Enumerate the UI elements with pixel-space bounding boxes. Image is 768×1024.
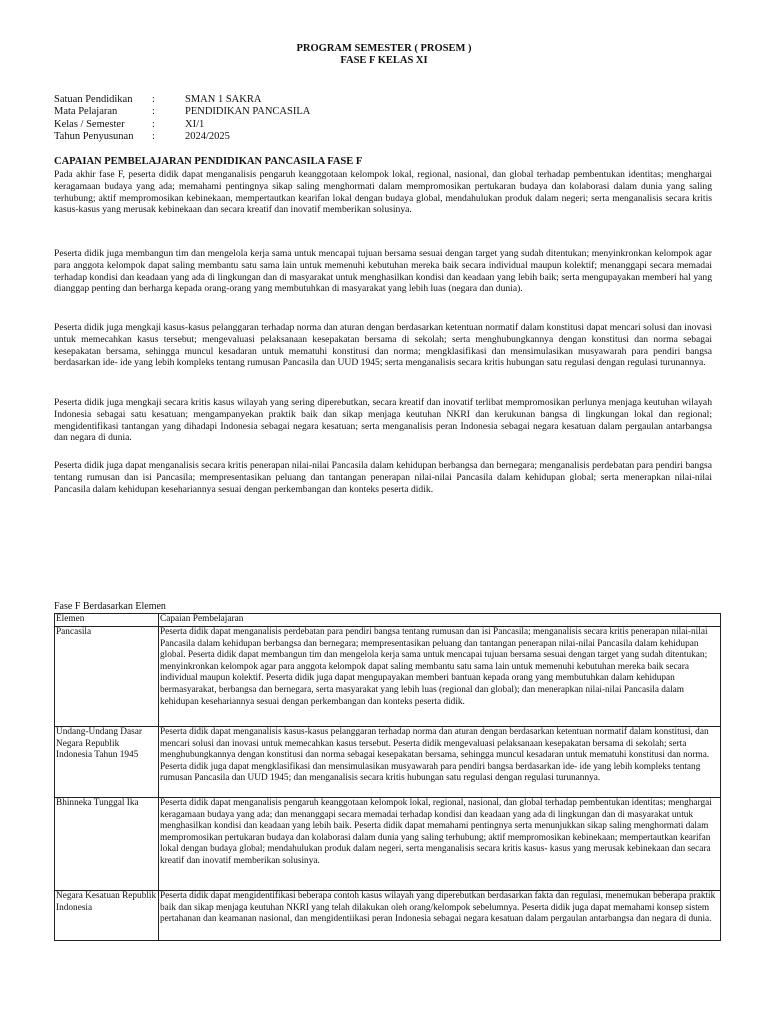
elemen-cell: Bhinneka Tunggal Ika xyxy=(55,798,159,891)
elemen-cell: Undang-Undang Dasar Negara Republik Indonesia Tahun 1945 xyxy=(55,727,159,798)
table-caption: Fase F Berdasarkan Elemen xyxy=(54,601,166,612)
identity-label: Satuan Pendidikan xyxy=(54,94,133,105)
capaian-cell: Peserta didik dapat menganalisis kasus-kasus pelanggaran terhadap norma dan aturan dengan berdasarkan ketentuan normatif dalam konstitusi, dan mencari solusi dan inovasi untuk memecahkan kasus tersebut. Peserta didik mengevaluasi pelaksanaan kesepakatan bersama di sekolah; serta menghubungkannya dengan konstitusi dan norma sebagai kesepakatan bersama, sehingga muncul kesadaran untuk mematuhi konstitusi dan norma. Peserta didik juga dapat mengklasifikasi dan mensimulasikan musyawarah para pendiri bangsa berdasarkan ide- ide yang lebih kompleks tentang rumusan Pancasila dan UUD 1945; dan menganalisis secara kritis hubungan satu regulasi dengan regulasi turunannya. xyxy=(159,727,721,798)
identity-value: PENDIDIKAN PANCASILA xyxy=(185,106,311,118)
elemen-cell: Negara Kesatuan Republik Indonesia xyxy=(55,891,159,941)
identity-label: Tahun Penyusunan xyxy=(54,130,134,142)
table-row xyxy=(55,727,721,798)
paragraph: Peserta didik juga mengkaji kasus-kasus pelanggaran terhadap norma dan aturan dengan berdasarkan ketentuan normatif dalam konstitusi dapat mencari solusi dan inovasi untuk memecahkan kasus tersebut; mengevaluasi pelaksanaan kesepakatan bersama di sekolah; serta menghubungkannya dengan konstitusi dan norma sebagai kesepakatan bersama, sehingga muncul kesadaran untuk mematuhi konstitusi dan norma; mengklasifikasi dan mensimulasikan musyawarah para pendiri bangsa berdasarkan ide- ide yang lebih kompleks tentang rumusan Pancasila dan UUD 1945; serta menganalisis secara kritis hubungan satu regulasi dengan regulasi turunannya. xyxy=(54,322,712,369)
table-row xyxy=(55,798,721,891)
identity-row xyxy=(54,131,310,143)
table-row xyxy=(55,891,721,941)
identity-value: 2024/2025 xyxy=(185,130,230,142)
elements-table xyxy=(54,613,721,941)
identity-colon: : xyxy=(152,130,155,142)
identity-row xyxy=(54,94,310,106)
document-title: PROGRAM SEMESTER ( PROSEM ) xyxy=(296,43,472,54)
capaian-cell: Peserta didik dapat menganalisis perdebatan para pendiri bangsa tentang rumusan dan isi Pancasila; menganalisis secara kritis penerapan nilai-nilai Pancasila dalam kehidupan berbangsa dan bernegara; mempresentasikan peluang dan tantangan penerapan nilai-nilai Pancasila dalam kehidupan global. Peserta didik dapat membangun tim dan mengelola kerja sama untuk mencapai tujuan bersama sesuai dengan target yang sudah ditentukan; menyinkronkan kelompok agar para anggota kelompok dapat saling membantu satu sama lain untuk memenuhi kebutuhan mereka baik secara individual maupun kolektif. Peserta didik juga dapat mengupayakan memberi bantuan kepada orang yang membutuhkan dalam kehidupan bermasyarakat, berbangsa dan bernegara, serta masyarakat yang lebih luas (regional dan global); dan menerapkan nilai-nilai Pancasila dalam kehidupan kesehariannya sesuai dengan perkembangan dan konteks peserta didik. xyxy=(159,627,721,727)
identity-row xyxy=(54,119,310,131)
paragraph: Peserta didik juga mengkaji secara kritis kasus wilayah yang sering diperebutkan, secara kreatif dan inovatif terlibat mempromosikan perlunya menjaga keutuhan wilayah Indonesia sebagai satu kesatuan; mengampanyekan praktik baik dan sikap menjaga keutuhan NKRI dan kerukunan bangsa di lingkungan lokal dan regional; mengidentifikasi tantangan yang dihadapi Indonesia sebagai negara kesatuan; serta menganalisis peran Indonesia sebagai negara kesatuan dalam pergaulan antarbangsa dan negara di dunia. xyxy=(54,397,712,444)
identity-row xyxy=(54,106,310,118)
identity-value: SMAN 1 SAKRA xyxy=(185,94,262,105)
section-heading: CAPAIAN PEMBELAJARAN PENDIDIKAN PANCASILA FASE F xyxy=(54,156,363,167)
identity-value: XI/1 xyxy=(185,118,205,130)
identity-colon: : xyxy=(152,94,155,105)
identity-block xyxy=(54,94,310,143)
header-capaian: Capaian Pembelajaran xyxy=(159,614,721,627)
table-header-row xyxy=(55,614,721,627)
identity-colon: : xyxy=(152,106,155,118)
paragraph: Peserta didik juga dapat menganalisis secara kritis penerapan nilai-nilai Pancasila dalam kehidupan berbangsa dan bernegara; menganalisis perdebatan para pendiri bangsa tentang rumusan dan isi Pancasila; mempresentasikan peluang dan tantangan penerapan nilai-nilai Pancasila dalam kehidupan global; serta menerapkan nilai-nilai Pancasila dalam kehidupan kesehariannya sesuai dengan perkembangan dan konteks peserta didik. xyxy=(54,460,712,495)
paragraph: Pada akhir fase F, peserta didik dapat menganalisis pengaruh keanggotaan kelompok lokal, regional, nasional, dan global terhadap pembentukan identitas; menghargai keragamaan budaya yang ada; memahami pentingnya sikap saling menghormati dalam mempromosikan pertukaran budaya dan kolaborasi dalam dunia yang saling terhubung; aktif mempromosikan kebinekaan, mempertautkan kearifan lokal dengan budaya global, mendahulukan produk dalam negeri; serta menganalisis secara kritis kasus-kasus yang merusak kebinekaan dan secara kreatif dan inovatif memberikan solusinya. xyxy=(54,169,712,216)
document-subtitle: FASE F KELAS XI xyxy=(340,55,428,66)
capaian-cell: Peserta didik dapat menganalisis pengaruh keanggotaan kelompok lokal, regional, nasional, dan global terhadap pembentukan identitas; menghargai keragamaan budaya yang ada; dan menanggapi secara memadai terhadap kondisi dan keadaan yang ada di lingkungan dan di masyarakat untuk menghasilkan kondisi dan keadaan yang lebih baik. Peserta didik dapat memahami pentingnya serta menunjukkan sikap saling menghormati dalam mempromosikan pertukaran budaya dan kolaborasi dalam dunia yang saling terhubung; aktif mempromosikan kebinekaan; mempertautkan kearifan lokal dengan budaya global; mendahulukan produk dalam negeri, serta menganalisis secara kritis kasus- kasus yang merusak kebinekaan dan secara kreatif dan inovatif memberikan solusinya. xyxy=(159,798,721,891)
identity-colon: : xyxy=(152,118,155,130)
capaian-cell: Peserta didik dapat mengidentifikasi beberapa contoh kasus wilayah yang diperebutkan berdasarkan fakta dan regulasi, menemukan beberapa praktik baik dan sikap menjaga keutuhan NKRI yang telah dilakukan oleh orang/kelompok sebelumnya. Peserta didik juga dapat memahami konsep sistem pertahanan dan keamanan nasional, dan mengidentiikasi peran Indonesia sebagai negara kesatuan dalam pergaulan antarbangsa dan negara di dunia. xyxy=(159,891,721,941)
identity-label: Mata Pelajaran xyxy=(54,106,118,118)
identity-label: Kelas / Semester xyxy=(54,118,125,130)
header-elemen: Elemen xyxy=(55,614,159,627)
paragraph: Peserta didik juga membangun tim dan mengelola kerja sama untuk mencapai tujuan bersama sesuai dengan target yang sudah ditentukan; menyinkronkan kelompok agar para anggota kelompok dapat saling membantu satu sama lain untuk memenuhi kebutuhan mereka baik secara individual maupun kolektif; menanggapi secara memadai terhadap kondisi dan keadaan yang ada di lingkungan dan di masyarakat untuk menghasilkan kondisi dan keadaan yang lebih baik; serta mengupayakan memberi hal yang dianggap penting dan berharga kepada orang-orang yang membutuhkan di masyarakat yang lebih luas (negara dan dunia). xyxy=(54,248,712,295)
table-row xyxy=(55,627,721,727)
elemen-cell: Pancasila xyxy=(55,627,159,727)
